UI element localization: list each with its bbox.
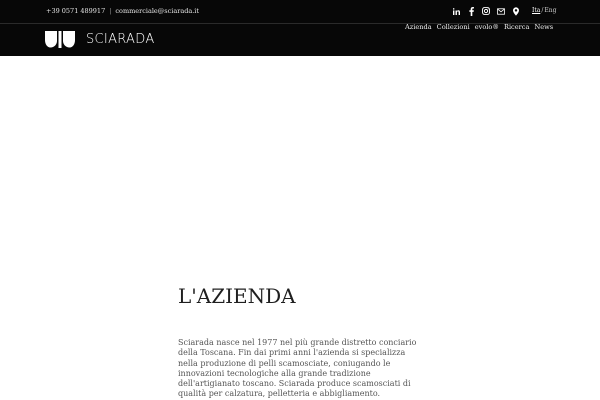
nav-azienda[interactable]: Azienda xyxy=(405,23,432,31)
language-switcher xyxy=(532,7,556,16)
lang-separator: / xyxy=(541,7,544,14)
lang-eng[interactable]: Eng xyxy=(544,7,557,14)
intro-paragraph xyxy=(178,338,417,400)
logo[interactable] xyxy=(44,30,155,49)
nav-evolo[interactable]: evolo® xyxy=(474,23,499,31)
location-pin-icon[interactable] xyxy=(512,6,520,16)
intro-line: della Toscana. Fin dai primi anni l'azienda si specializza xyxy=(178,348,406,358)
intro-line: innovazioni tecnologiche alla grande tradizione xyxy=(178,368,371,378)
instagram-icon[interactable] xyxy=(482,6,490,16)
lang-ita[interactable]: Ita xyxy=(532,7,541,14)
brand-name: SCIARADA xyxy=(86,32,155,47)
intro-line: qualità per calzatura, pelletteria e abbigliamento. xyxy=(178,389,381,399)
intro-line: dell'artigianato toscano. Sciarada produce scamosciati di xyxy=(178,379,411,389)
page-heading: L'AZIENDA xyxy=(178,284,296,308)
phone-link[interactable]: +39 0571 489917 xyxy=(46,7,106,15)
facebook-icon[interactable] xyxy=(467,6,475,16)
email-link[interactable]: commerciale@sciarada.it xyxy=(115,7,199,15)
mail-icon[interactable] xyxy=(497,6,505,16)
contact-separator: | xyxy=(109,7,112,15)
sciarada-logo-mark-icon xyxy=(44,30,76,49)
intro-line: nella produzione di pelli scamosciate, coniugando le xyxy=(178,358,391,368)
nav-news[interactable]: News xyxy=(534,23,554,31)
social-links xyxy=(452,5,520,17)
main-nav xyxy=(405,23,553,33)
nav-ricerca[interactable]: Ricerca xyxy=(503,23,530,31)
top-bar xyxy=(0,0,600,56)
linkedin-icon[interactable] xyxy=(452,6,460,16)
contact-info xyxy=(46,6,199,16)
intro-line: Sciarada nasce nel 1977 nel più grande distretto conciario xyxy=(178,338,417,347)
nav-collezioni[interactable]: Collezioni xyxy=(436,23,470,31)
